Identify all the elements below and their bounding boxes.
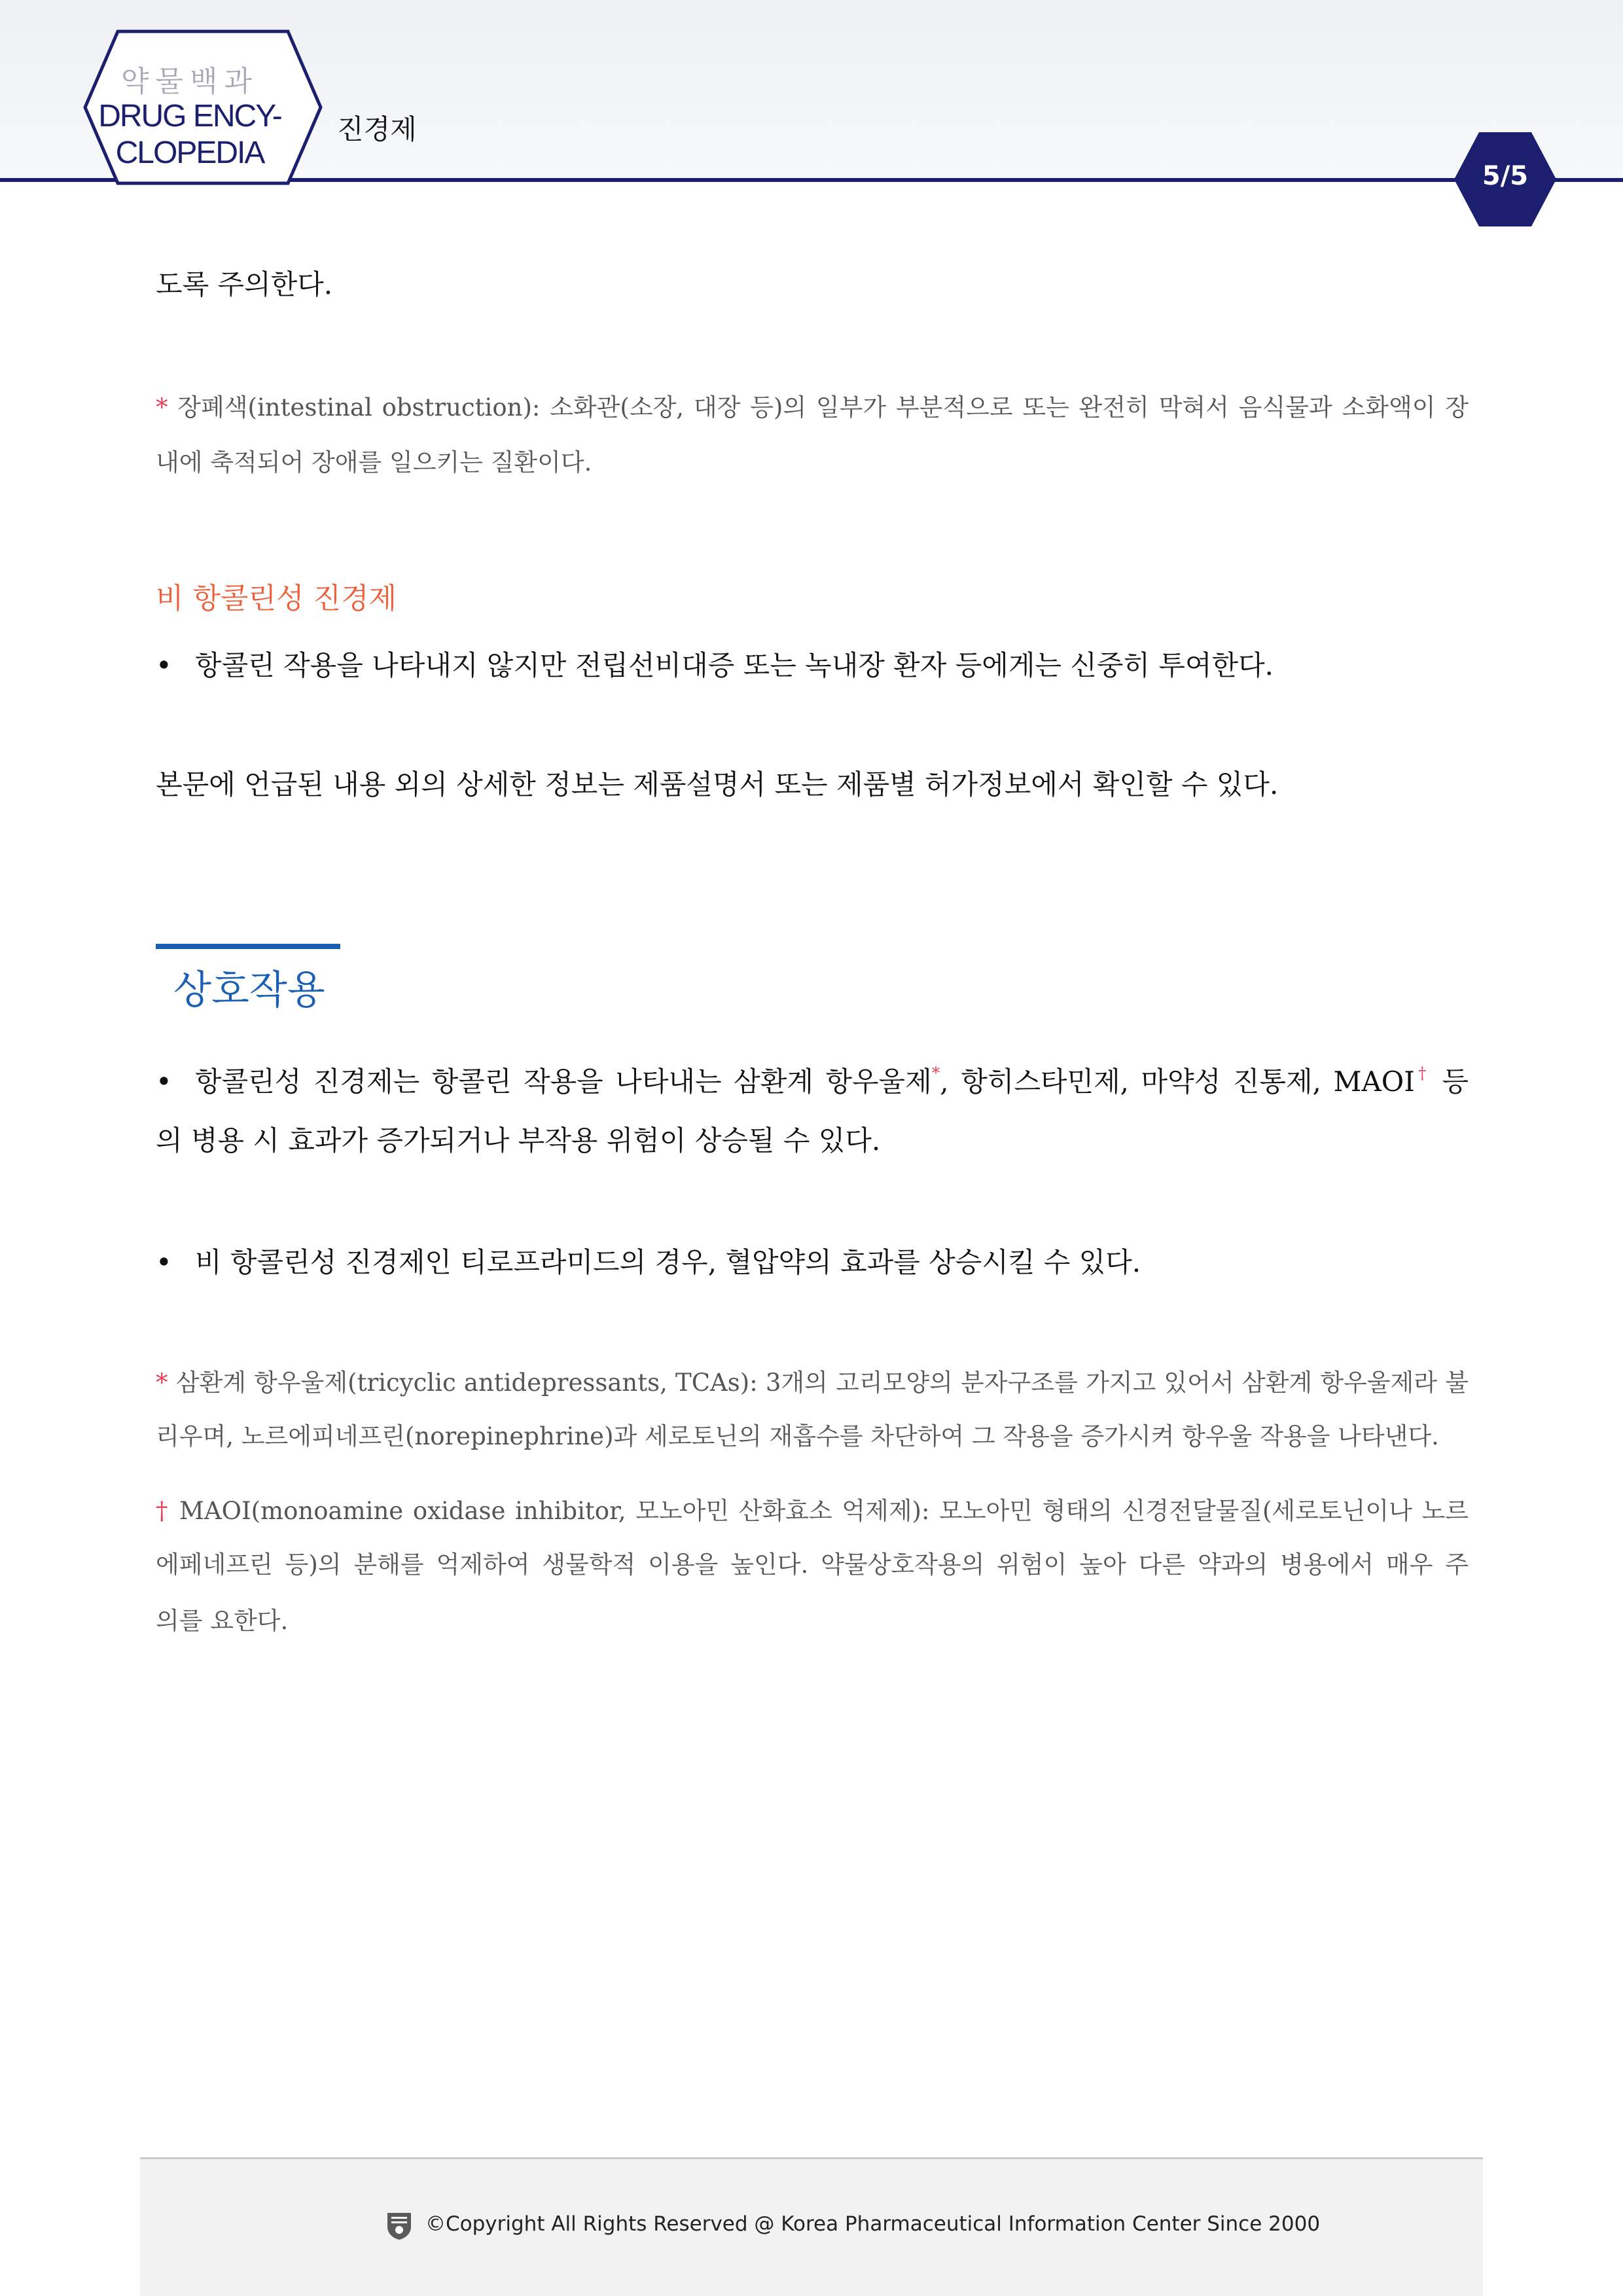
footnote-maoi-line1: † MAOI(monoamine oxidase inhibitor, 모노아민 산화효소 억제제): 모노아민 형태의 신경전달물질(세로토닌이나 노르	[156, 1497, 1469, 1525]
bullet-noncholinergic: • 항콜린 작용을 나타내지 않지만 전립선비대증 또는 녹내장 환자 등에게는 신중히 투여한다.	[156, 649, 1274, 681]
superscript-dagger: †	[1414, 1064, 1430, 1083]
kpic-emblem-icon	[385, 2211, 414, 2241]
logo-english-line2: CLOPEDIA	[115, 135, 264, 170]
footnote-tca-line2: 리우며, 노르에피네프린(norepinephrine)과 세로토닌의 재흡수를 차단하여 그 작용을 증가시켜 항우울 작용을 나타낸다.	[156, 1422, 1439, 1450]
subhead-noncholinergic: 비 항콜린성 진경제	[156, 582, 397, 615]
footnote-mark: †	[156, 1497, 170, 1525]
superscript-asterisk: *	[931, 1064, 940, 1083]
section-title-interactions: 상호작용	[173, 967, 325, 1013]
bullet-icon: •	[156, 649, 172, 681]
logo-korean: 약물백과	[120, 65, 259, 98]
footnote-tca-line1: * 삼환계 항우울제(tricyclic antidepressants, TCAs): 3개의 고리모양의 분자구조를 가지고 있어서 삼환계 항우울제라 불	[156, 1369, 1469, 1397]
bullet-icon: •	[156, 1066, 172, 1098]
page-number: 5/5	[1482, 161, 1529, 191]
reference-note: 본문에 언급된 내용 외의 상세한 정보는 제품설명서 또는 제품별 허가정보에서 확인할 수 있다.	[156, 768, 1279, 800]
bullet-icon: •	[156, 1246, 172, 1278]
logo-english-line1: DRUG ENCY-	[98, 99, 281, 134]
copyright-text: ©Copyright All Rights Reserved @ Korea Pharmaceutical Information Center Since 2000	[425, 2212, 1321, 2236]
interaction-bullet1-line1: • 항콜린성 진경제는 항콜린 작용을 나타내는 삼환계 항우울제*, 항히스타민제, 마약성 진통제, MAOI† 등	[156, 1064, 1469, 1098]
footnote-obstruction-line1: * 장폐색(intestinal obstruction): 소화관(소장, 대장 등)의 일부가 부분적으로 또는 완전히 막혀서 음식물과 소화액이 장	[156, 393, 1469, 422]
footnote-maoi-line3: 의를 요한다.	[156, 1607, 289, 1635]
footnote-maoi-line2: 에페네프린 등)의 분해를 억제하여 생물학적 이용을 높인다. 약물상호작용의 위험이 높아 다른 약과의 병용에서 매우 주	[156, 1551, 1469, 1579]
interaction-bullet1-line2: 의 병용 시 효과가 증가되거나 부작용 위험이 상승될 수 있다.	[156, 1124, 881, 1157]
footnote-obstruction-line2: 내에 축적되어 장애를 일으키는 질환이다.	[156, 448, 592, 476]
interaction-bullet2: • 비 항콜린성 진경제인 티로프라미드의 경우, 혈압약의 효과를 상승시킬 수 있다.	[156, 1246, 1141, 1278]
section-accent-bar	[156, 944, 340, 949]
category-title: 진경제	[337, 113, 417, 145]
footer-rule	[140, 2157, 1483, 2159]
footnote-mark: *	[156, 1369, 168, 1397]
intro-text: 도록 주의한다.	[156, 268, 333, 300]
footnote-mark: *	[156, 393, 168, 422]
